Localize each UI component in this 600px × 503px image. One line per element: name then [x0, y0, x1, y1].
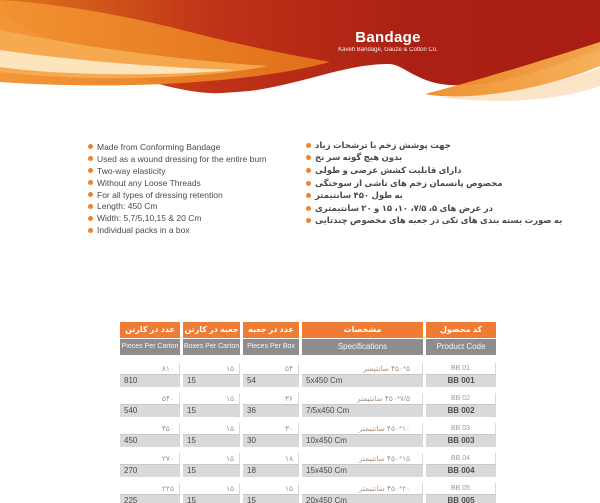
bullet-icon — [88, 216, 93, 221]
cell-fa: ۵۴۰ — [120, 393, 180, 405]
feature-text: مخصوص پانسمان زخم های ناشی از سوختگی — [315, 177, 503, 188]
feature-item — [306, 139, 576, 152]
cell-en: 450 — [120, 435, 180, 447]
cell-en: 30 — [243, 435, 299, 447]
column-header-en: Product Code — [426, 339, 496, 355]
bullet-icon — [88, 156, 93, 161]
cell-fa: ۱۵*۴۵۰ سانتیمتر — [302, 453, 423, 465]
cell-fa: ۳۰ — [243, 423, 299, 435]
cell-en: BB 005 — [426, 495, 496, 503]
feature-text: For all types of dressing retention — [97, 189, 223, 200]
column-header-fa: جعبه در کارتن — [183, 322, 240, 338]
feature-text: Made from Conforming Bandage — [97, 141, 221, 152]
cell-fa: ۱۸ — [243, 453, 299, 465]
bullet-icon — [88, 168, 93, 173]
cell-fa: ۱۵ — [183, 393, 240, 405]
feature-item — [306, 189, 576, 202]
column-header-fa: عدد در جعبه — [243, 322, 299, 338]
table-row-group — [120, 453, 496, 477]
cell-en: 225 — [120, 495, 180, 503]
bullet-icon — [88, 192, 93, 197]
feature-text: Two-way elasticity — [97, 165, 166, 176]
cell-fa: ۱۵ — [183, 453, 240, 465]
feature-text: به صورت بسته بندی های تکی در جعبه های مخصوص چندتایی — [315, 215, 563, 226]
cell-en: 54 — [243, 375, 299, 387]
cell-en: 15 — [243, 495, 299, 503]
feature-item — [88, 189, 267, 201]
column-header-fa: عدد در کارتن — [120, 322, 180, 338]
cell-en: 15 — [183, 495, 240, 503]
cell-en: 15x450 Cm — [302, 465, 423, 477]
table-header-fa — [120, 322, 496, 338]
cell-en: 15 — [183, 405, 240, 417]
table-row-fa — [120, 483, 496, 495]
table-row-en — [120, 435, 496, 447]
feature-text: جهت پوشش زخم با ترشحات زیاد — [315, 139, 451, 150]
feature-item — [88, 177, 267, 189]
table-row-group — [120, 483, 496, 503]
feature-text: در عرض های ۵، ۷/۵، ۱۰، ۱۵ و ۲۰ سانتیمتری — [315, 202, 493, 213]
feature-item — [88, 153, 267, 165]
table-row-fa — [120, 363, 496, 375]
cell-en: BB 004 — [426, 465, 496, 477]
feature-text: Length: 450 Cm — [97, 201, 158, 212]
table-row-group — [120, 423, 496, 447]
spec-table — [120, 322, 496, 503]
cell-fa: ۴۵۰ — [120, 423, 180, 435]
bullet-icon — [88, 204, 93, 209]
cell-en: BB 001 — [426, 375, 496, 387]
feature-item — [306, 152, 576, 165]
table-body — [120, 363, 496, 503]
bullet-icon — [306, 218, 311, 223]
table-header-en — [120, 339, 496, 355]
table-row-en — [120, 405, 496, 417]
cell-fa: ۱۵ — [183, 423, 240, 435]
feature-text: به طول ۴۵۰ سانتیمتر — [315, 190, 403, 201]
table-row-en — [120, 495, 496, 503]
cell-fa: ۱۵ — [183, 483, 240, 495]
cell-en: 18 — [243, 465, 299, 477]
column-header-en: Pieces Per Carton — [120, 339, 180, 355]
cell-en: 810 — [120, 375, 180, 387]
header-wave-graphic — [0, 0, 600, 125]
feature-text: Width: 5,7/5,10,15 & 20 Cm — [97, 213, 202, 224]
cell-fa: BB 03 — [426, 423, 496, 435]
bullet-icon — [306, 193, 311, 198]
cell-fa: ۲۰*۴۵۰ سانتیمتر — [302, 483, 423, 495]
cell-fa: ۱۵ — [243, 483, 299, 495]
cell-fa: ۸۱۰ — [120, 363, 180, 375]
table-row-fa — [120, 423, 496, 435]
bullet-icon — [306, 155, 311, 160]
feature-item — [88, 141, 267, 153]
cell-en: 15 — [183, 465, 240, 477]
feature-item — [306, 164, 576, 177]
cell-fa: BB 02 — [426, 393, 496, 405]
cell-en: 36 — [243, 405, 299, 417]
feature-text: Used as a wound dressing for the entire burn — [97, 153, 267, 164]
cell-en: 10x450 Cm — [302, 435, 423, 447]
feature-item — [306, 202, 576, 215]
cell-fa: ۲۲۵ — [120, 483, 180, 495]
page-title: Bandage — [355, 29, 421, 46]
cell-en: 15 — [183, 435, 240, 447]
column-header-fa: کد محصول — [426, 322, 496, 338]
cell-en: 7/5x450 Cm — [302, 405, 423, 417]
feature-text: بدون هیچ گونه سر نخ — [315, 152, 403, 163]
header-title-block — [288, 30, 488, 54]
feature-item — [88, 212, 267, 224]
cell-fa: ۳۶ — [243, 393, 299, 405]
feature-text: دارای قابلیت کشش عرضی و طولی — [315, 164, 462, 175]
cell-en: 540 — [120, 405, 180, 417]
feature-text: Individual packs in a box — [97, 225, 190, 236]
feature-text: Without any Loose Threads — [97, 177, 201, 188]
table-row-group — [120, 363, 496, 387]
cell-fa: ۱۰*۴۵۰ سانتیمتر — [302, 423, 423, 435]
cell-fa: ۵*۴۵۰ سانتیمتر — [302, 363, 423, 375]
bullet-icon — [306, 168, 311, 173]
cell-en: 20x450 Cm — [302, 495, 423, 503]
feature-item — [88, 200, 267, 212]
feature-item — [306, 177, 576, 190]
features-list-en — [88, 141, 267, 236]
cell-fa: BB 05 — [426, 483, 496, 495]
cell-fa: ۲۷۰ — [120, 453, 180, 465]
cell-fa: ۷/۵*۴۵۰ سانتیمتر — [302, 393, 423, 405]
feature-item — [88, 224, 267, 236]
features-list-fa — [306, 139, 576, 227]
cell-en: 15 — [183, 375, 240, 387]
cell-en: 270 — [120, 465, 180, 477]
feature-item — [88, 165, 267, 177]
cell-fa: BB 01 — [426, 363, 496, 375]
company-subtitle: Kaveh Bandage, Gauze & Cotton Co. — [338, 47, 438, 53]
feature-item — [306, 215, 576, 228]
cell-en: 5x450 Cm — [302, 375, 423, 387]
table-row-fa — [120, 393, 496, 405]
table-row-en — [120, 375, 496, 387]
bullet-icon — [88, 180, 93, 185]
cell-en: BB 002 — [426, 405, 496, 417]
column-header-en: Boxes Per Carton — [183, 339, 240, 355]
table-row-en — [120, 465, 496, 477]
bullet-icon — [306, 206, 311, 211]
column-header-en: Pieces Per Box — [243, 339, 299, 355]
cell-fa: ۱۵ — [183, 363, 240, 375]
bullet-icon — [88, 228, 93, 233]
table-row-group — [120, 393, 496, 417]
column-header-fa: مشخصات — [302, 322, 423, 338]
cell-en: BB 003 — [426, 435, 496, 447]
table-row-fa — [120, 453, 496, 465]
bullet-icon — [306, 143, 311, 148]
cell-fa: ۵۴ — [243, 363, 299, 375]
bullet-icon — [88, 144, 93, 149]
column-header-en: Specifications — [302, 339, 423, 355]
bullet-icon — [306, 181, 311, 186]
cell-fa: BB 04 — [426, 453, 496, 465]
